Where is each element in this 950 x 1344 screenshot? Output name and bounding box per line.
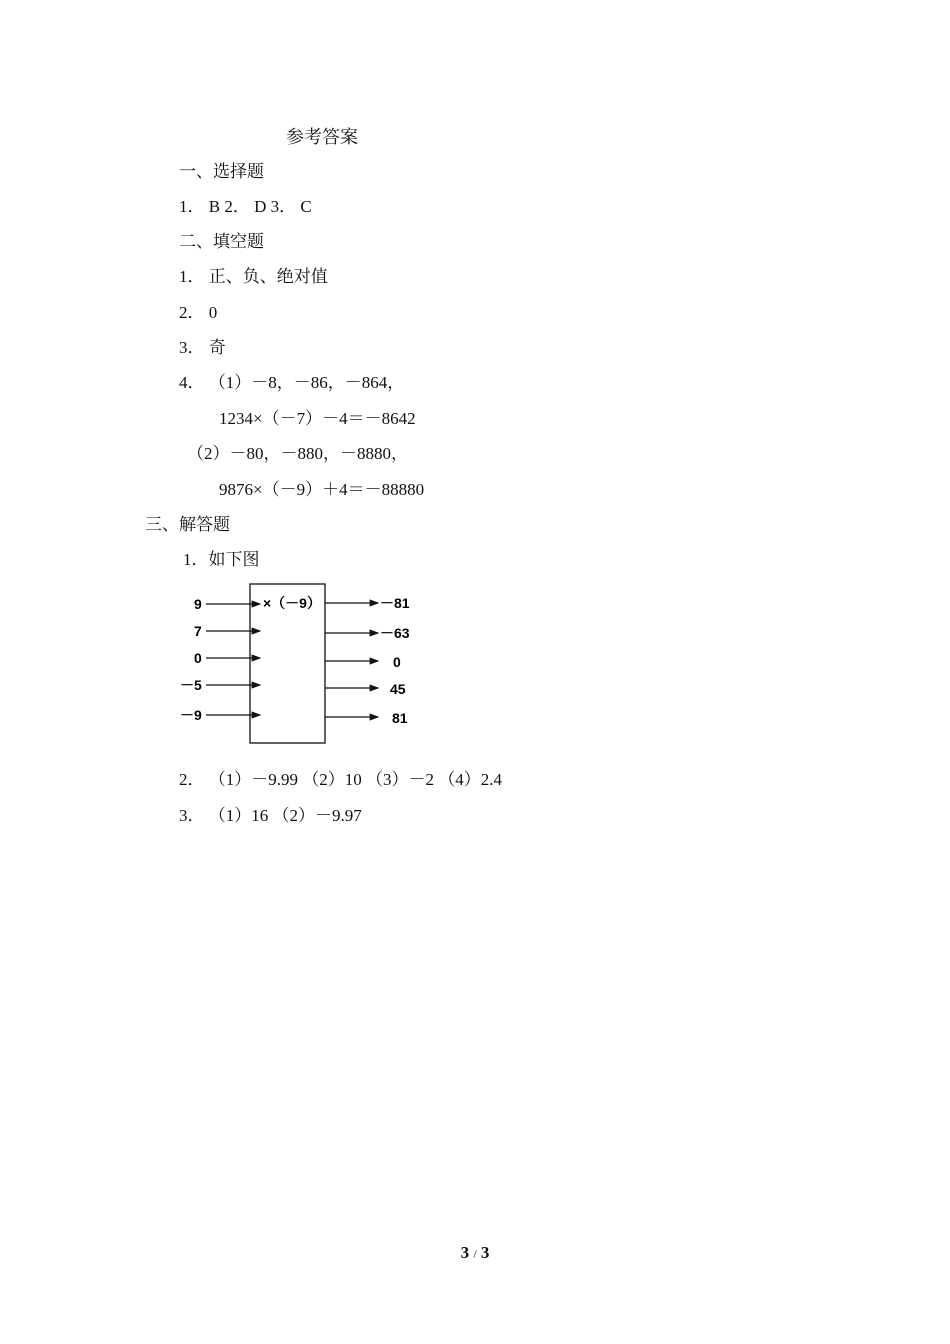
section3-q2: 2． （1）－9.99 （2）10 （3）－2 （4）2.4 bbox=[179, 770, 502, 789]
input-labels bbox=[180, 596, 202, 723]
section2-q4-part2-equation: 9876×（－9）＋4＝－88880 bbox=[219, 480, 425, 499]
section3-heading: 三、解答题 bbox=[145, 515, 230, 534]
output-arrows bbox=[325, 603, 378, 717]
machine-operation-label: ×（－9） bbox=[263, 595, 321, 611]
section2-q2: 2． 0 bbox=[179, 303, 218, 322]
input-label: 0 bbox=[194, 650, 202, 666]
input-label: －5 bbox=[180, 677, 202, 693]
function-machine-diagram bbox=[178, 578, 418, 750]
section3-q1: 1．如下图 bbox=[183, 550, 260, 569]
output-label: 0 bbox=[393, 654, 401, 670]
page-number bbox=[0, 1243, 950, 1263]
input-arrows bbox=[206, 604, 260, 715]
page-title: 参考答案 bbox=[286, 127, 358, 147]
section2-q4-part1-equation: 1234×（－7）－4＝－8642 bbox=[219, 409, 416, 428]
page-total: 3 bbox=[480, 1243, 490, 1262]
section1-answers: 1． B 2． D 3． C bbox=[179, 197, 312, 216]
output-labels bbox=[380, 595, 410, 726]
output-label: －63 bbox=[380, 625, 410, 641]
output-label: 45 bbox=[390, 681, 406, 697]
input-label: 9 bbox=[194, 596, 202, 612]
section2-heading: 二、填空题 bbox=[179, 232, 264, 251]
section2-q4-part2: （2）－80，－880，－8880， bbox=[187, 444, 408, 463]
input-label: 7 bbox=[194, 623, 202, 639]
section2-q3: 3． 奇 bbox=[179, 338, 226, 357]
section3-q3: 3． （1）16 （2）－9.97 bbox=[179, 806, 362, 825]
output-label: －81 bbox=[380, 595, 410, 611]
page-current: 3 bbox=[460, 1243, 470, 1262]
section2-q1: 1． 正、负、绝对值 bbox=[179, 267, 328, 286]
output-label: 81 bbox=[392, 710, 408, 726]
page-separator: / bbox=[473, 1247, 477, 1261]
section1-heading: 一、选择题 bbox=[179, 162, 264, 181]
input-label: －9 bbox=[180, 707, 202, 723]
section2-q4-part1: 4． （1）－8，－86，－864， bbox=[179, 373, 405, 392]
